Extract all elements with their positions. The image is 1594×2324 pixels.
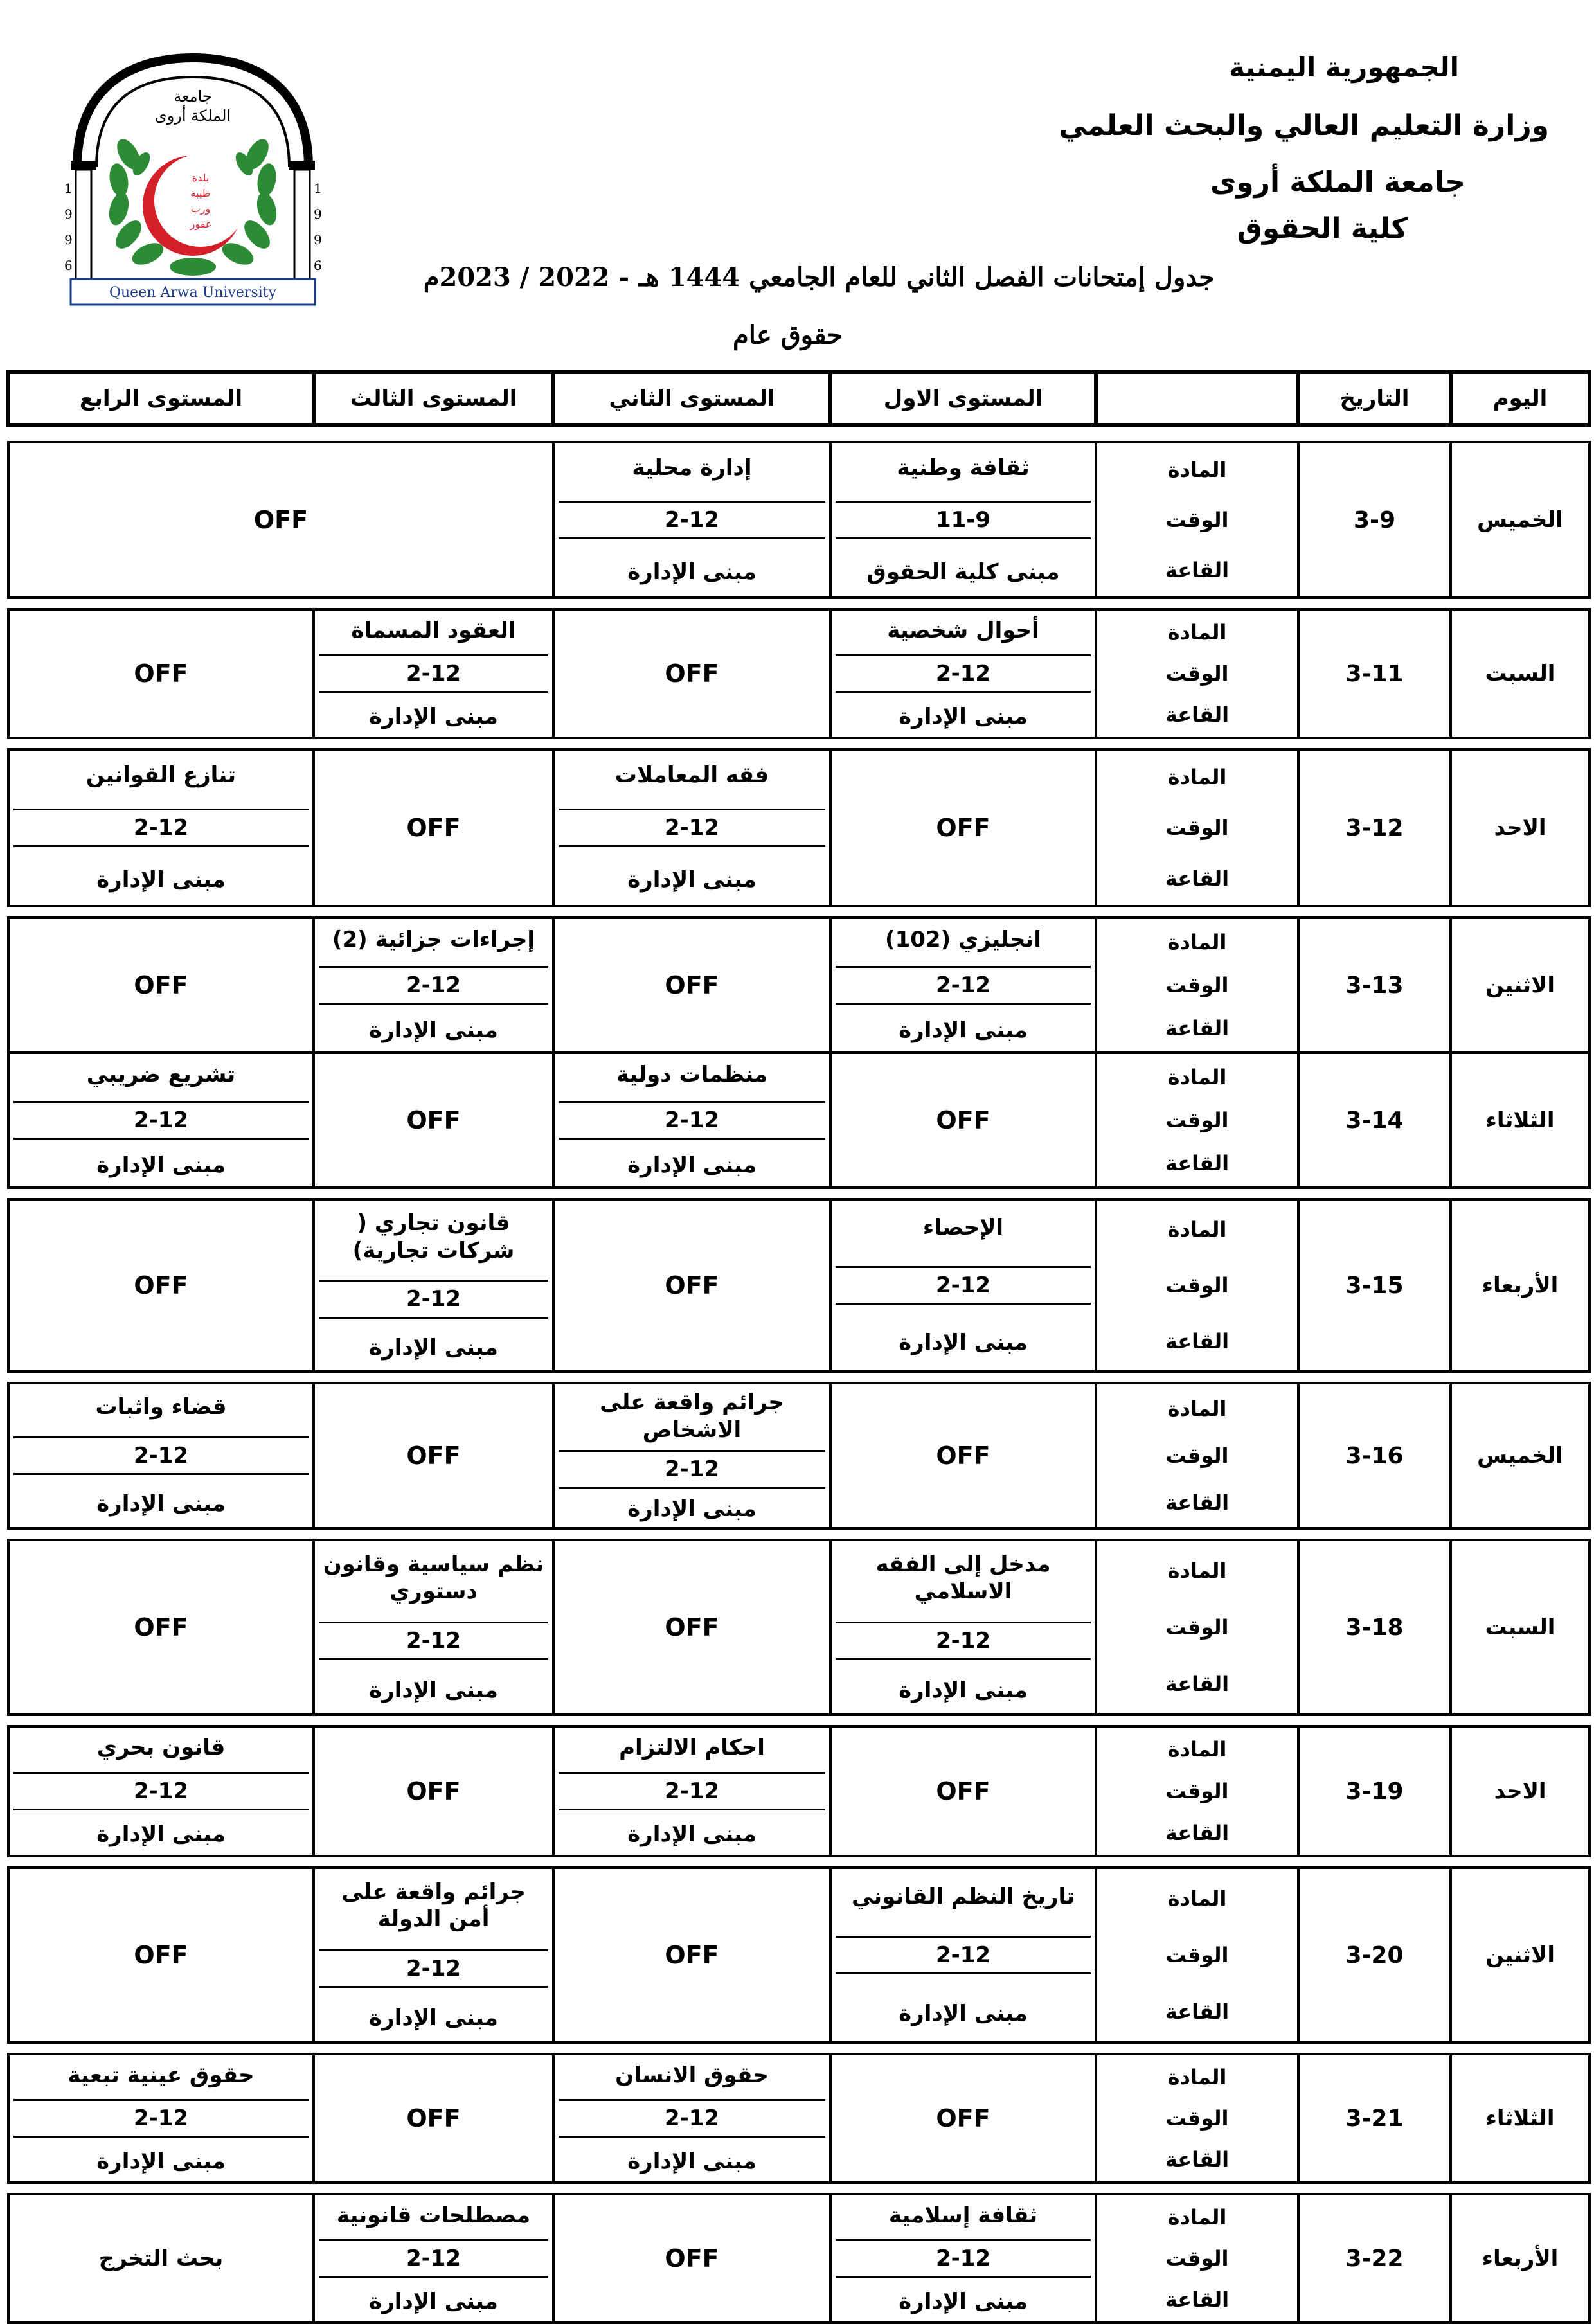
exam-time: 2-12	[559, 2099, 825, 2138]
exam-subject: قانون بحري	[96, 1735, 226, 1761]
exam-subject: إجراءات جزائية (2)	[332, 927, 535, 953]
date-cell: 3-19	[1298, 1726, 1451, 1856]
off-cell: OFF	[553, 2194, 830, 2323]
exam-hall: مبنى الإدارة	[899, 1330, 1028, 1356]
schedule-row	[8, 1868, 1590, 2042]
level2-cell	[553, 1726, 830, 1856]
off-cell: OFF	[830, 1726, 1096, 1856]
field-labels-cell	[1096, 1199, 1298, 1372]
exam-subject: إدارة محلية	[632, 454, 752, 481]
exam-time: 2-12	[13, 1436, 309, 1476]
schedule-row	[8, 609, 1590, 738]
exam-subject: حقوق الانسان	[615, 2062, 769, 2088]
exam-entry	[836, 920, 1091, 1050]
exam-time: 2-12	[13, 1772, 309, 1811]
exam-time: 2-12	[319, 2239, 548, 2278]
logo-motto-2: طيبة	[190, 187, 211, 199]
university-logo	[58, 45, 328, 315]
label-time: الوقت	[1165, 661, 1229, 686]
field-labels-cell	[1096, 609, 1298, 738]
level4-cell	[8, 1726, 314, 1856]
logo-motto-4: غفور	[190, 218, 211, 230]
program-name: حقوق عام	[733, 320, 843, 350]
exam-subject: تشريع ضريبي	[86, 1062, 236, 1088]
date-cell: 3-15	[1298, 1199, 1451, 1372]
row-gap	[8, 598, 1590, 609]
off-cell: OFF	[314, 1053, 553, 1188]
level1-cell	[830, 1868, 1096, 2042]
exam-subject: تاريخ النظم القانوني	[851, 1883, 1075, 1909]
col-header-level1: المستوى الاول	[830, 372, 1096, 425]
label-hall: القاعة	[1165, 702, 1230, 727]
off-cell: OFF	[314, 749, 553, 906]
level1-cell	[830, 442, 1096, 598]
row-gap-cell	[8, 1528, 1590, 1540]
field-labels	[1101, 1055, 1293, 1185]
field-labels-cell	[1096, 918, 1298, 1053]
level4-cell	[8, 749, 314, 906]
label-time: الوقت	[1165, 1443, 1229, 1468]
field-labels	[1101, 1729, 1293, 1854]
exam-hall: مبنى الإدارة	[899, 1677, 1028, 1703]
exam-subject: حقوق عينية تبعية	[67, 2062, 255, 2088]
off-cell: OFF	[314, 2054, 553, 2183]
level1-cell	[830, 1540, 1096, 1715]
field-labels	[1101, 445, 1293, 595]
date-cell: 3-11	[1298, 609, 1451, 738]
exam-entry	[319, 1542, 548, 1712]
field-labels	[1101, 1870, 1293, 2040]
day-cell: الاحد	[1451, 749, 1590, 906]
label-time: الوقت	[1165, 815, 1229, 840]
day-cell: الثلاثاء	[1451, 2054, 1590, 2183]
schedule-body	[8, 442, 1590, 2323]
off-cell: OFF	[553, 1199, 830, 1372]
exam-entry	[836, 445, 1091, 595]
exam-entry	[13, 1055, 309, 1185]
faculty-name: كلية الحقوق	[1237, 212, 1408, 245]
off-cell: OFF	[830, 2054, 1096, 2183]
exam-entry	[836, 1202, 1091, 1369]
row-gap	[8, 738, 1590, 749]
exam-subject: احكام الالتزام	[619, 1735, 765, 1761]
ministry-name: وزارة التعليم العالي والبحث العلمي	[1059, 109, 1549, 142]
exam-time: 2-12	[319, 654, 548, 693]
exam-time: 2-12	[559, 1101, 825, 1140]
row-gap-cell	[8, 2183, 1590, 2194]
exam-time: 2-12	[319, 1622, 548, 1661]
label-hall: القاعة	[1165, 1151, 1230, 1176]
level3-cell	[314, 2194, 553, 2323]
exam-entry	[319, 612, 548, 735]
exam-time: 2-12	[13, 809, 309, 848]
exam-time: 2-12	[13, 1101, 309, 1140]
exam-entry	[559, 2057, 825, 2180]
exam-note: بحث التخرج	[8, 2194, 314, 2323]
off-cell: OFF	[8, 609, 314, 738]
col-header-blank	[1096, 372, 1298, 425]
exam-hall: مبنى الإدارة	[627, 1152, 757, 1179]
exam-hall: مبنى الإدارة	[369, 1677, 498, 1703]
field-labels-cell	[1096, 1868, 1298, 2042]
exam-hall: مبنى الإدارة	[899, 2000, 1028, 2026]
day-cell: السبت	[1451, 1540, 1590, 1715]
col-header-level4: المستوى الرابع	[8, 372, 314, 425]
exam-entry	[319, 1870, 548, 2040]
level2-cell	[553, 1053, 830, 1188]
exam-entry	[559, 445, 825, 595]
schedule-title: جدول إمتحانات الفصل الثاني للعام الجامعي 1444 هـ - 2022 / 2023م	[423, 262, 1215, 292]
off-cell: OFF	[8, 442, 553, 598]
exam-time: 2-12	[319, 966, 548, 1005]
schedule-row	[8, 1053, 1590, 1188]
exam-subject: ثقافة وطنية	[897, 454, 1030, 481]
label-time: الوقت	[1165, 2106, 1229, 2131]
exam-hall: مبنى الإدارة	[96, 867, 226, 893]
schedule-row	[8, 918, 1590, 1053]
exam-time: 2-12	[836, 1622, 1091, 1661]
label-time: الوقت	[1165, 508, 1229, 532]
off-cell: OFF	[8, 1868, 314, 2042]
field-labels-cell	[1096, 2054, 1298, 2183]
exam-hall: مبنى الإدارة	[369, 2005, 498, 2031]
exam-entry	[836, 1542, 1091, 1712]
off-cell: OFF	[553, 918, 830, 1053]
row-gap	[8, 1188, 1590, 1199]
exam-time: 2-12	[559, 501, 825, 540]
exam-time: 2-12	[836, 654, 1091, 693]
label-subject: المادة	[1167, 1064, 1227, 1089]
date-cell: 3-22	[1298, 2194, 1451, 2323]
exam-time: 2-12	[836, 966, 1091, 1005]
exam-subject: فقه المعاملات	[614, 762, 769, 789]
exam-entry	[13, 752, 309, 904]
exam-time: 2-12	[319, 1280, 548, 1319]
exam-subject: انجليزي (102)	[885, 927, 1041, 953]
exam-subject: نظم سياسية وقانون دستوري	[323, 1551, 544, 1605]
field-labels	[1101, 1202, 1293, 1369]
label-subject: المادة	[1167, 458, 1227, 482]
logo-arabic-line2: الملكة أروى	[154, 107, 231, 125]
off-cell: OFF	[8, 918, 314, 1053]
off-cell: OFF	[553, 1540, 830, 1715]
header-gap	[8, 425, 1590, 442]
exam-time: 2-12	[836, 1266, 1091, 1305]
row-gap	[8, 1715, 1590, 1726]
level4-cell	[8, 2054, 314, 2183]
off-cell: OFF	[830, 1053, 1096, 1188]
label-hall: القاعة	[1165, 2287, 1230, 2312]
off-cell: OFF	[830, 749, 1096, 906]
exam-hall: مبنى الإدارة	[369, 1017, 498, 1044]
exam-entry	[319, 1202, 548, 1369]
label-time: الوقت	[1165, 1107, 1229, 1132]
exam-hall: مبنى الإدارة	[96, 1491, 226, 1517]
exam-subject: جرائم واقعة على أمن الدولة	[341, 1879, 526, 1933]
col-header-level2: المستوى الثاني	[553, 372, 830, 425]
exam-subject: الإحصاء	[922, 1215, 1004, 1241]
schedule-row	[8, 442, 1590, 598]
off-cell: OFF	[553, 609, 830, 738]
level3-cell	[314, 1868, 553, 2042]
level1-cell	[830, 1199, 1096, 1372]
exam-hall: مبنى الإدارة	[369, 1334, 498, 1361]
exam-hall: مبنى الإدارة	[96, 1821, 226, 1848]
field-labels	[1101, 1386, 1293, 1526]
label-time: الوقت	[1165, 1615, 1229, 1640]
label-hall: القاعة	[1165, 1490, 1230, 1515]
exam-hall: مبنى كلية الحقوق	[866, 559, 1060, 585]
exam-subject: جرائم واقعة على الاشخاص	[600, 1390, 784, 1443]
label-subject: المادة	[1167, 1737, 1227, 1762]
level2-cell	[553, 749, 830, 906]
level4-cell	[8, 1053, 314, 1188]
exam-entry	[559, 1055, 825, 1185]
date-cell: 3-14	[1298, 1053, 1451, 1188]
field-labels	[1101, 2197, 1293, 2320]
row-gap-cell	[8, 1372, 1590, 1383]
field-labels-cell	[1096, 749, 1298, 906]
exam-entry	[559, 752, 825, 904]
day-cell: الاثنين	[1451, 1868, 1590, 2042]
label-hall: القاعة	[1165, 1672, 1230, 1696]
day-cell: الاحد	[1451, 1726, 1590, 1856]
level1-cell	[830, 918, 1096, 1053]
field-labels-cell	[1096, 1383, 1298, 1528]
field-labels	[1101, 2057, 1293, 2180]
label-subject: المادة	[1167, 1397, 1227, 1422]
exam-subject: قضاء واثبات	[95, 1394, 227, 1420]
field-labels	[1101, 1542, 1293, 1712]
date-cell: 3-12	[1298, 749, 1451, 906]
exam-time: 2-12	[836, 2239, 1091, 2278]
field-labels-cell	[1096, 2194, 1298, 2323]
row-gap-cell	[8, 906, 1590, 918]
exam-time: 2-12	[13, 2099, 309, 2138]
date-cell: 3-21	[1298, 2054, 1451, 2183]
label-subject: المادة	[1167, 2205, 1227, 2230]
label-hall: القاعة	[1165, 1016, 1230, 1041]
label-hall: القاعة	[1165, 866, 1230, 891]
day-cell: الخميس	[1451, 1383, 1590, 1528]
label-time: الوقت	[1165, 2246, 1229, 2271]
level1-cell	[830, 609, 1096, 738]
logo-year-right-3: 9	[314, 232, 322, 247]
date-cell: 3-18	[1298, 1540, 1451, 1715]
exam-time: 2-12	[559, 1450, 825, 1489]
row-gap-cell	[8, 1856, 1590, 1868]
row-gap-cell	[8, 1188, 1590, 1199]
logo-motto-1: بلدة	[192, 172, 210, 184]
row-gap	[8, 2183, 1590, 2194]
off-cell: OFF	[8, 1199, 314, 1372]
row-gap-cell	[8, 738, 1590, 749]
label-subject: المادة	[1167, 1217, 1227, 1242]
exam-subject: منظمات دولية	[616, 1062, 768, 1088]
label-subject: المادة	[1167, 1886, 1227, 1911]
level4-cell	[8, 1383, 314, 1528]
exam-subject: العقود المسماة	[351, 617, 516, 643]
level3-cell	[314, 1540, 553, 1715]
day-cell: الأربعاء	[1451, 2194, 1590, 2323]
day-cell: الاثنين	[1451, 918, 1590, 1053]
logo-year-right-4: 6	[314, 258, 322, 273]
exam-time: 11-9	[836, 501, 1091, 540]
label-hall: القاعة	[1165, 1820, 1230, 1845]
day-cell: الثلاثاء	[1451, 1053, 1590, 1188]
logo-year-left-2: 9	[64, 206, 73, 222]
field-labels-cell	[1096, 1726, 1298, 1856]
field-labels	[1101, 612, 1293, 735]
label-hall: القاعة	[1165, 558, 1230, 582]
row-gap	[8, 906, 1590, 918]
off-cell: OFF	[314, 1383, 553, 1528]
date-cell: 3-13	[1298, 918, 1451, 1053]
date-cell: 3-20	[1298, 1868, 1451, 2042]
exam-entry	[559, 1386, 825, 1526]
exam-time: 2-12	[559, 809, 825, 848]
schedule-row	[8, 1540, 1590, 1715]
schedule-row	[8, 1199, 1590, 1372]
country-name: الجمهورية اليمنية	[1229, 51, 1459, 83]
exam-hall: مبنى الإدارة	[369, 703, 498, 729]
exam-subject: تنازع القوانين	[85, 762, 237, 789]
logo-year-right-2: 9	[314, 206, 322, 222]
off-cell: OFF	[8, 1540, 314, 1715]
off-cell: OFF	[314, 1726, 553, 1856]
logo-year-right-1: 1	[314, 181, 322, 196]
logo-motto-3: ورب	[190, 202, 211, 215]
logo-year-left-3: 9	[64, 232, 73, 247]
logo-english-name: Queen Arwa University	[109, 285, 277, 301]
exam-hall: مبنى الإدارة	[627, 1821, 757, 1848]
exam-time: 2-12	[559, 1772, 825, 1811]
exam-subject: ثقافة إسلامية	[888, 2202, 1038, 2228]
exam-hall: مبنى الإدارة	[96, 2148, 226, 2174]
field-labels	[1101, 752, 1293, 904]
level3-cell	[314, 1199, 553, 1372]
exam-hall: مبنى الإدارة	[899, 2288, 1028, 2314]
level3-cell	[314, 918, 553, 1053]
date-cell: 3-9	[1298, 442, 1451, 598]
schedule-row	[8, 2054, 1590, 2183]
exam-time: 2-12	[319, 1949, 548, 1989]
level2-cell	[553, 2054, 830, 2183]
exam-hall: مبنى الإدارة	[627, 867, 757, 893]
exam-entry	[836, 2197, 1091, 2320]
label-subject: المادة	[1167, 620, 1227, 645]
university-name: جامعة الملكة أروى	[1210, 166, 1465, 199]
exam-schedule-table	[6, 370, 1591, 2324]
row-gap-cell	[8, 598, 1590, 609]
exam-entry	[559, 1729, 825, 1854]
row-gap	[8, 1856, 1590, 1868]
label-time: الوقت	[1165, 1778, 1229, 1803]
exam-entry	[13, 1729, 309, 1854]
label-subject: المادة	[1167, 929, 1227, 954]
exam-hall: مبنى الإدارة	[627, 2148, 757, 2174]
exam-entry	[13, 2057, 309, 2180]
col-header-day: اليوم	[1451, 372, 1590, 425]
label-hall: القاعة	[1165, 1999, 1230, 2024]
schedule-row	[8, 1383, 1590, 1528]
header-row	[8, 372, 1590, 425]
exam-subject: مصطلحات قانونية	[336, 2202, 531, 2228]
exam-subject: أحوال شخصية	[887, 617, 1039, 643]
exam-hall: مبنى الإدارة	[899, 703, 1028, 729]
label-hall: القاعة	[1165, 1328, 1230, 1354]
level2-cell	[553, 1383, 830, 1528]
exam-entry	[319, 2197, 548, 2320]
label-time: الوقت	[1165, 1943, 1229, 1967]
date-cell: 3-16	[1298, 1383, 1451, 1528]
label-time: الوقت	[1165, 972, 1229, 997]
col-header-date: التاريخ	[1298, 372, 1451, 425]
exam-hall: مبنى الإدارة	[627, 1496, 757, 1522]
exam-subject: قانون تجاري ( شركات تجارية)	[352, 1210, 515, 1264]
logo-arabic-line1: جامعة	[174, 87, 212, 105]
exam-hall: مبنى الإدارة	[627, 559, 757, 585]
col-header-level3: المستوى الثالث	[314, 372, 553, 425]
row-gap	[8, 1372, 1590, 1383]
exam-entry	[836, 1870, 1091, 2040]
exam-entry	[13, 1386, 309, 1526]
exam-hall: مبنى الإدارة	[899, 1017, 1028, 1044]
schedule-row	[8, 2194, 1590, 2323]
row-gap-cell	[8, 2042, 1590, 2054]
level3-cell	[314, 609, 553, 738]
level2-cell	[553, 442, 830, 598]
exam-subject: مدخل إلى الفقه الاسلامي	[875, 1551, 1051, 1605]
exam-entry	[319, 920, 548, 1050]
exam-time: 2-12	[836, 1936, 1091, 1975]
level1-cell	[830, 2194, 1096, 2323]
exam-hall: مبنى الإدارة	[369, 2288, 498, 2314]
day-cell: السبت	[1451, 609, 1590, 738]
row-gap	[8, 1528, 1590, 1540]
exam-hall: مبنى الإدارة	[96, 1152, 226, 1179]
exam-entry	[836, 612, 1091, 735]
off-cell: OFF	[830, 1383, 1096, 1528]
logo-year-left-4: 6	[64, 258, 73, 273]
day-cell: الأربعاء	[1451, 1199, 1590, 1372]
field-labels-cell	[1096, 1540, 1298, 1715]
schedule-row	[8, 1726, 1590, 1856]
field-labels	[1101, 920, 1293, 1050]
row-gap	[8, 2042, 1590, 2054]
field-labels-cell	[1096, 442, 1298, 598]
row-gap-cell	[8, 1715, 1590, 1726]
label-hall: القاعة	[1165, 2147, 1230, 2172]
label-subject: المادة	[1167, 765, 1227, 790]
off-cell: OFF	[553, 1868, 830, 2042]
field-labels-cell	[1096, 1053, 1298, 1188]
schedule-row	[8, 749, 1590, 906]
label-subject: المادة	[1167, 1559, 1227, 1583]
label-time: الوقت	[1165, 1273, 1229, 1298]
logo-year-left-1: 1	[64, 181, 73, 196]
day-cell: الخميس	[1451, 442, 1590, 598]
label-subject: المادة	[1167, 2065, 1227, 2089]
